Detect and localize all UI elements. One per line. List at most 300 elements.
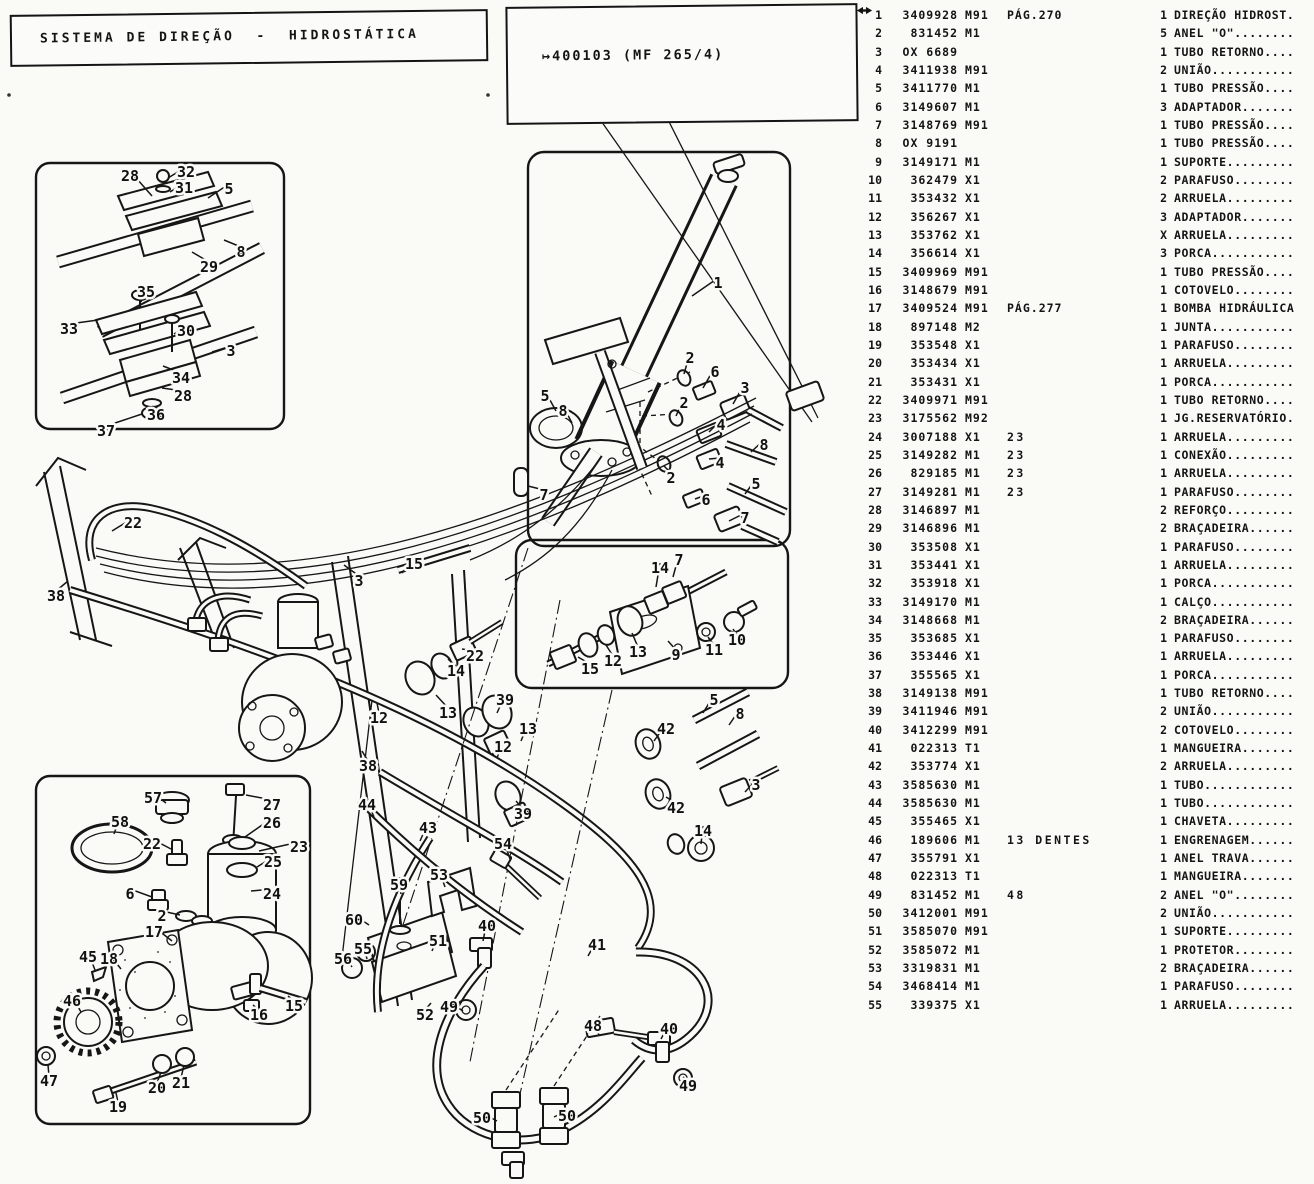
svg-text:5: 5 xyxy=(540,387,550,405)
part-qty: 2 xyxy=(1160,887,1167,902)
svg-text:15: 15 xyxy=(284,997,304,1015)
part-row xyxy=(856,391,1314,409)
part-code: X1 xyxy=(965,631,981,646)
part-note-cell xyxy=(1007,867,1147,885)
part-number: 3149170 xyxy=(902,594,958,609)
part-code: X1 xyxy=(965,356,981,371)
svg-text:14: 14 xyxy=(650,559,670,577)
part-qty: 2 xyxy=(1160,502,1167,517)
part-qty: 1 xyxy=(1160,814,1167,829)
part-row xyxy=(856,116,1314,134)
part-number: 3409971 xyxy=(902,392,958,407)
part-code: X1 xyxy=(965,227,981,242)
part-note-cell xyxy=(1007,189,1147,207)
part-description: ARRUELA......... xyxy=(1174,429,1295,444)
part-qty: 2 xyxy=(1160,722,1167,737)
part-note-cell xyxy=(1007,116,1147,134)
svg-text:45: 45 xyxy=(78,948,98,966)
part-number: 3146896 xyxy=(902,521,958,536)
part-description: UNIÃO........... xyxy=(1174,704,1295,719)
svg-text:52: 52 xyxy=(415,1006,435,1024)
part-note-cell xyxy=(1007,428,1147,446)
part-item-number: 27 xyxy=(868,484,882,499)
part-description: ARRUELA......... xyxy=(1174,191,1295,206)
part-row xyxy=(856,98,1314,116)
part-code: X1 xyxy=(965,997,981,1012)
part-code: M91 xyxy=(965,392,989,407)
part-description: PARAFUSO........ xyxy=(1174,484,1295,499)
svg-text:15: 15 xyxy=(580,660,600,678)
part-number: 353918 xyxy=(910,576,958,591)
part-note-cell xyxy=(1007,409,1147,427)
part-row xyxy=(856,263,1314,281)
part-row xyxy=(856,867,1314,885)
svg-text:18: 18 xyxy=(99,950,119,968)
part-code: X1 xyxy=(965,557,981,572)
part-row xyxy=(856,702,1314,720)
svg-text:33: 33 xyxy=(59,320,79,338)
part-row xyxy=(856,904,1314,922)
part-row xyxy=(856,977,1314,995)
part-description: ARRUELA......... xyxy=(1174,356,1295,371)
page-ref-icon xyxy=(856,6,873,15)
part-note-cell xyxy=(1007,373,1147,391)
part-number: 3409524 xyxy=(902,301,958,316)
part-note-cell xyxy=(1007,922,1147,940)
part-description: BRAÇADEIRA...... xyxy=(1174,961,1295,976)
part-item-number: 55 xyxy=(868,997,882,1012)
part-code: X1 xyxy=(965,429,981,444)
svg-text:26: 26 xyxy=(262,814,282,832)
part-row xyxy=(856,721,1314,739)
part-description: PROTETOR........ xyxy=(1174,942,1295,957)
part-note-cell xyxy=(1007,831,1147,849)
svg-text:31: 31 xyxy=(174,179,194,197)
svg-text:8: 8 xyxy=(558,402,568,420)
svg-text:59: 59 xyxy=(389,876,409,894)
part-note-cell xyxy=(1007,849,1147,867)
svg-text:15: 15 xyxy=(404,555,424,573)
part-qty: 1 xyxy=(1160,337,1167,352)
part-number: 3411946 xyxy=(902,704,958,719)
part-qty: 1 xyxy=(1160,81,1167,96)
part-note-cell xyxy=(1007,611,1147,629)
part-item-number: 4 xyxy=(875,62,882,77)
part-row xyxy=(856,831,1314,849)
part-qty: 1 xyxy=(1160,851,1167,866)
part-note-cell xyxy=(1007,776,1147,794)
part-number: 355565 xyxy=(910,667,958,682)
part-item-number: 49 xyxy=(868,887,882,902)
part-description: PARAFUSO........ xyxy=(1174,337,1295,352)
part-item-number: 47 xyxy=(868,851,882,866)
part-row xyxy=(856,428,1314,446)
part-qty: 1 xyxy=(1160,777,1167,792)
part-number: 3148668 xyxy=(902,612,958,627)
svg-text:7: 7 xyxy=(740,509,750,527)
part-row xyxy=(856,409,1314,427)
model-box xyxy=(505,3,858,125)
svg-text:58: 58 xyxy=(110,813,130,831)
part-item-number: 46 xyxy=(868,832,882,847)
part-qty: 2 xyxy=(1160,62,1167,77)
part-item-number: 11 xyxy=(868,191,882,206)
part-row xyxy=(856,684,1314,702)
part-row xyxy=(856,299,1314,317)
part-qty: 5 xyxy=(1160,26,1167,41)
svg-text:17: 17 xyxy=(144,923,164,941)
svg-text:27: 27 xyxy=(262,796,282,814)
part-note-cell xyxy=(1007,318,1147,336)
part-item-number: 19 xyxy=(868,337,882,352)
part-code: X1 xyxy=(965,667,981,682)
scan-dot xyxy=(7,93,11,97)
part-description: TUBO RETORNO.... xyxy=(1174,44,1295,59)
svg-text:60: 60 xyxy=(344,911,364,929)
part-row xyxy=(856,647,1314,665)
svg-text:2: 2 xyxy=(685,349,695,367)
part-note-cell xyxy=(1007,721,1147,739)
part-code: M1 xyxy=(965,81,981,96)
part-qty: 1 xyxy=(1160,154,1167,169)
part-description: ARRUELA......... xyxy=(1174,649,1295,664)
part-number: 353441 xyxy=(910,557,958,572)
part-number: 3585630 xyxy=(902,796,958,811)
part-qty: 2 xyxy=(1160,191,1167,206)
part-number: 3149282 xyxy=(902,447,958,462)
part-code: M1 xyxy=(965,594,981,609)
part-item-number: 29 xyxy=(868,521,882,536)
part-row xyxy=(856,501,1314,519)
part-item-number: 43 xyxy=(868,777,882,792)
part-code: M1 xyxy=(965,26,981,41)
svg-text:2: 2 xyxy=(666,469,676,487)
part-note-cell xyxy=(1007,483,1147,501)
part-description: TUBO............ xyxy=(1174,796,1295,811)
part-code xyxy=(965,134,1007,152)
svg-text:39: 39 xyxy=(495,691,515,709)
part-item-number: 6 xyxy=(875,99,882,114)
svg-text:14: 14 xyxy=(446,662,466,680)
svg-text:5: 5 xyxy=(751,475,761,493)
part-item-number: 50 xyxy=(868,906,882,921)
part-item-number: 17 xyxy=(868,301,882,316)
part-description: PORCA........... xyxy=(1174,667,1295,682)
svg-text:3: 3 xyxy=(751,776,761,794)
part-number: 831452 xyxy=(910,887,958,902)
part-note-cell xyxy=(1007,153,1147,171)
part-description: TUBO PRESSÃO.... xyxy=(1174,136,1295,151)
part-number: OX 9191 xyxy=(902,136,958,151)
part-row xyxy=(856,483,1314,501)
part-note-cell xyxy=(1007,263,1147,281)
svg-text:13: 13 xyxy=(628,643,648,661)
part-row xyxy=(856,812,1314,830)
svg-text:7: 7 xyxy=(674,551,684,569)
part-number: 353685 xyxy=(910,631,958,646)
part-note-cell xyxy=(1007,501,1147,519)
part-row xyxy=(856,79,1314,97)
part-qty: 1 xyxy=(1160,447,1167,462)
svg-text:24: 24 xyxy=(262,885,282,903)
part-qty: 2 xyxy=(1160,759,1167,774)
part-qty: 1 xyxy=(1160,301,1167,316)
svg-text:50: 50 xyxy=(472,1109,492,1127)
part-note-cell xyxy=(1007,61,1147,79)
part-number: 356267 xyxy=(910,209,958,224)
svg-text:32: 32 xyxy=(176,163,196,181)
svg-text:19: 19 xyxy=(108,1098,128,1116)
part-code: M91 xyxy=(965,282,989,297)
part-item-number: 26 xyxy=(868,466,882,481)
svg-text:3: 3 xyxy=(226,342,236,360)
part-note-cell xyxy=(1007,666,1147,684)
part-number: 3585072 xyxy=(902,942,958,957)
part-row xyxy=(856,757,1314,775)
part-code: X1 xyxy=(965,246,981,261)
part-row xyxy=(856,629,1314,647)
part-number: 829185 xyxy=(910,466,958,481)
svg-text:40: 40 xyxy=(659,1020,679,1038)
svg-text:2: 2 xyxy=(157,907,167,925)
svg-text:1: 1 xyxy=(713,274,723,292)
part-description: ARRUELA......... xyxy=(1174,227,1295,242)
svg-text:30: 30 xyxy=(176,322,196,340)
part-number: 339375 xyxy=(910,997,958,1012)
part-code: M92 xyxy=(965,411,989,426)
part-description: PARAFUSO........ xyxy=(1174,979,1295,994)
svg-text:53: 53 xyxy=(429,866,449,884)
svg-text:4: 4 xyxy=(716,416,726,434)
svg-text:16: 16 xyxy=(249,1006,269,1024)
svg-text:13: 13 xyxy=(438,704,458,722)
svg-text:20: 20 xyxy=(147,1079,167,1097)
svg-text:21: 21 xyxy=(171,1074,191,1092)
part-description: TUBO PRESSÃO.... xyxy=(1174,264,1295,279)
part-qty: 1 xyxy=(1160,942,1167,957)
part-description: TUBO PRESSÃO.... xyxy=(1174,81,1295,96)
part-number: 353431 xyxy=(910,374,958,389)
part-row xyxy=(856,373,1314,391)
svg-text:5: 5 xyxy=(709,691,719,709)
part-note-cell xyxy=(1007,98,1147,116)
part-note: 23 xyxy=(1007,484,1026,499)
part-note-cell xyxy=(1007,959,1147,977)
part-code: M91 xyxy=(965,264,989,279)
svg-text:4: 4 xyxy=(715,454,725,472)
part-code: M1 xyxy=(965,777,981,792)
svg-text:28: 28 xyxy=(173,387,193,405)
part-row xyxy=(856,226,1314,244)
part-item-number: 13 xyxy=(868,227,882,242)
part-description: PORCA........... xyxy=(1174,576,1295,591)
part-item-number: 12 xyxy=(868,209,882,224)
part-row xyxy=(856,611,1314,629)
part-note-cell xyxy=(1007,904,1147,922)
svg-text:22: 22 xyxy=(465,647,485,665)
svg-text:35: 35 xyxy=(136,283,156,301)
clamp-inset-art xyxy=(58,170,262,419)
svg-text:56: 56 xyxy=(333,950,353,968)
part-qty: 1 xyxy=(1160,667,1167,682)
part-note-cell xyxy=(1007,299,1147,317)
part-code: M1 xyxy=(965,521,981,536)
part-note-cell xyxy=(1007,519,1147,537)
part-item-number: 52 xyxy=(868,942,882,957)
part-row xyxy=(856,464,1314,482)
part-note-cell xyxy=(1007,812,1147,830)
part-item-number: 15 xyxy=(868,264,882,279)
part-row xyxy=(856,153,1314,171)
part-description: DIREÇÃO HIDROST. xyxy=(1174,8,1295,22)
svg-text:49: 49 xyxy=(439,998,459,1016)
part-item-number: 25 xyxy=(868,447,882,462)
svg-text:11: 11 xyxy=(704,641,724,659)
part-description: BOMBA HIDRÁULICA xyxy=(1174,301,1295,316)
part-note-cell xyxy=(1007,794,1147,812)
part-row xyxy=(856,941,1314,959)
part-item-number: 14 xyxy=(868,246,882,261)
part-number: 3412001 xyxy=(902,906,958,921)
title-box xyxy=(10,9,489,67)
part-item-number: 31 xyxy=(868,557,882,572)
svg-text:57: 57 xyxy=(143,789,163,807)
part-item-number: 24 xyxy=(868,429,882,444)
part-number: 353548 xyxy=(910,337,958,352)
bracket-inset-art xyxy=(548,572,757,674)
svg-text:12: 12 xyxy=(493,738,513,756)
part-row xyxy=(856,996,1314,1014)
part-note-cell xyxy=(1007,977,1147,995)
part-description: ARRUELA......... xyxy=(1174,557,1295,572)
part-code: M91 xyxy=(965,924,989,939)
part-qty: 1 xyxy=(1160,557,1167,572)
part-row xyxy=(856,354,1314,372)
part-qty: 1 xyxy=(1160,392,1167,407)
part-note-cell xyxy=(1007,593,1147,611)
svg-text:9: 9 xyxy=(671,646,681,664)
part-qty: 2 xyxy=(1160,704,1167,719)
part-note-cell xyxy=(1007,757,1147,775)
part-item-number: 35 xyxy=(868,631,882,646)
parts-list xyxy=(856,6,1314,1014)
svg-text:10: 10 xyxy=(727,631,747,649)
part-qty: 1 xyxy=(1160,466,1167,481)
svg-text:6: 6 xyxy=(710,363,720,381)
part-qty: 1 xyxy=(1160,539,1167,554)
part-note-cell xyxy=(1007,464,1147,482)
part-code: X1 xyxy=(965,191,981,206)
part-number: 3411938 xyxy=(902,62,958,77)
part-row xyxy=(856,336,1314,354)
part-code: M1 xyxy=(965,502,981,517)
part-item-number: 16 xyxy=(868,282,882,297)
part-description: ARRUELA......... xyxy=(1174,759,1295,774)
part-code: M91 xyxy=(965,906,989,921)
part-note-cell xyxy=(1007,574,1147,592)
part-note-cell xyxy=(1007,6,1147,24)
part-row xyxy=(856,794,1314,812)
part-code: X1 xyxy=(965,172,981,187)
svg-text:37: 37 xyxy=(96,422,116,440)
page-ref xyxy=(1007,299,1062,317)
svg-text:2: 2 xyxy=(679,394,689,412)
part-code: M1 xyxy=(965,154,981,169)
part-item-number: 30 xyxy=(868,539,882,554)
part-row xyxy=(856,189,1314,207)
part-qty: 1 xyxy=(1160,997,1167,1012)
part-description: ADAPTADOR....... xyxy=(1174,99,1295,114)
part-number: 3149171 xyxy=(902,154,958,169)
part-description: COTOVELO........ xyxy=(1174,282,1295,297)
svg-text:22: 22 xyxy=(142,835,162,853)
part-description: COTOVELO........ xyxy=(1174,722,1295,737)
part-number: 355791 xyxy=(910,851,958,866)
part-note-cell xyxy=(1007,354,1147,372)
part-note: 48 xyxy=(1007,887,1026,902)
part-row xyxy=(856,281,1314,299)
svg-text:6: 6 xyxy=(701,491,711,509)
svg-text:7: 7 xyxy=(539,486,549,504)
part-description: ENGRENAGEM...... xyxy=(1174,832,1295,847)
part-row xyxy=(856,318,1314,336)
part-number: OX 6689 xyxy=(902,44,958,59)
part-qty: 2 xyxy=(1160,906,1167,921)
part-description: ANEL "O"........ xyxy=(1174,887,1295,902)
part-item-number: 34 xyxy=(868,612,882,627)
part-code: M91 xyxy=(965,117,989,132)
part-number: 353432 xyxy=(910,191,958,206)
svg-text:22: 22 xyxy=(123,514,143,532)
part-row xyxy=(856,556,1314,574)
svg-text:38: 38 xyxy=(358,757,378,775)
part-item-number: 44 xyxy=(868,796,882,811)
part-note-cell xyxy=(1007,684,1147,702)
part-note-cell xyxy=(1007,629,1147,647)
part-number: 3148769 xyxy=(902,117,958,132)
part-description: ARRUELA......... xyxy=(1174,466,1295,481)
part-item-number: 33 xyxy=(868,594,882,609)
part-item-number: 22 xyxy=(868,392,882,407)
part-item-number: 2 xyxy=(875,26,882,41)
part-number: 3319831 xyxy=(902,961,958,976)
part-code: X1 xyxy=(965,209,981,224)
part-code: M1 xyxy=(965,796,981,811)
part-qty: 2 xyxy=(1160,521,1167,536)
part-number: 353508 xyxy=(910,539,958,554)
svg-text:28: 28 xyxy=(120,167,140,185)
svg-text:49: 49 xyxy=(678,1077,698,1095)
model-label: ↦400103 (MF 265/4) xyxy=(541,46,725,65)
part-code: X1 xyxy=(965,814,981,829)
part-number: 353774 xyxy=(910,759,958,774)
part-description: PORCA........... xyxy=(1174,246,1295,261)
part-qty: 1 xyxy=(1160,832,1167,847)
part-row xyxy=(856,61,1314,79)
part-number: 3148679 xyxy=(902,282,958,297)
part-item-number: 5 xyxy=(875,81,882,96)
part-row xyxy=(856,134,1314,152)
part-number: 3149281 xyxy=(902,484,958,499)
svg-text:36: 36 xyxy=(146,406,166,424)
part-number: 022313 xyxy=(910,869,958,884)
part-description: PARAFUSO........ xyxy=(1174,631,1295,646)
part-item-number: 39 xyxy=(868,704,882,719)
part-row xyxy=(856,208,1314,226)
part-note-cell xyxy=(1007,244,1147,262)
part-number: 3412299 xyxy=(902,722,958,737)
part-code: M1 xyxy=(965,612,981,627)
